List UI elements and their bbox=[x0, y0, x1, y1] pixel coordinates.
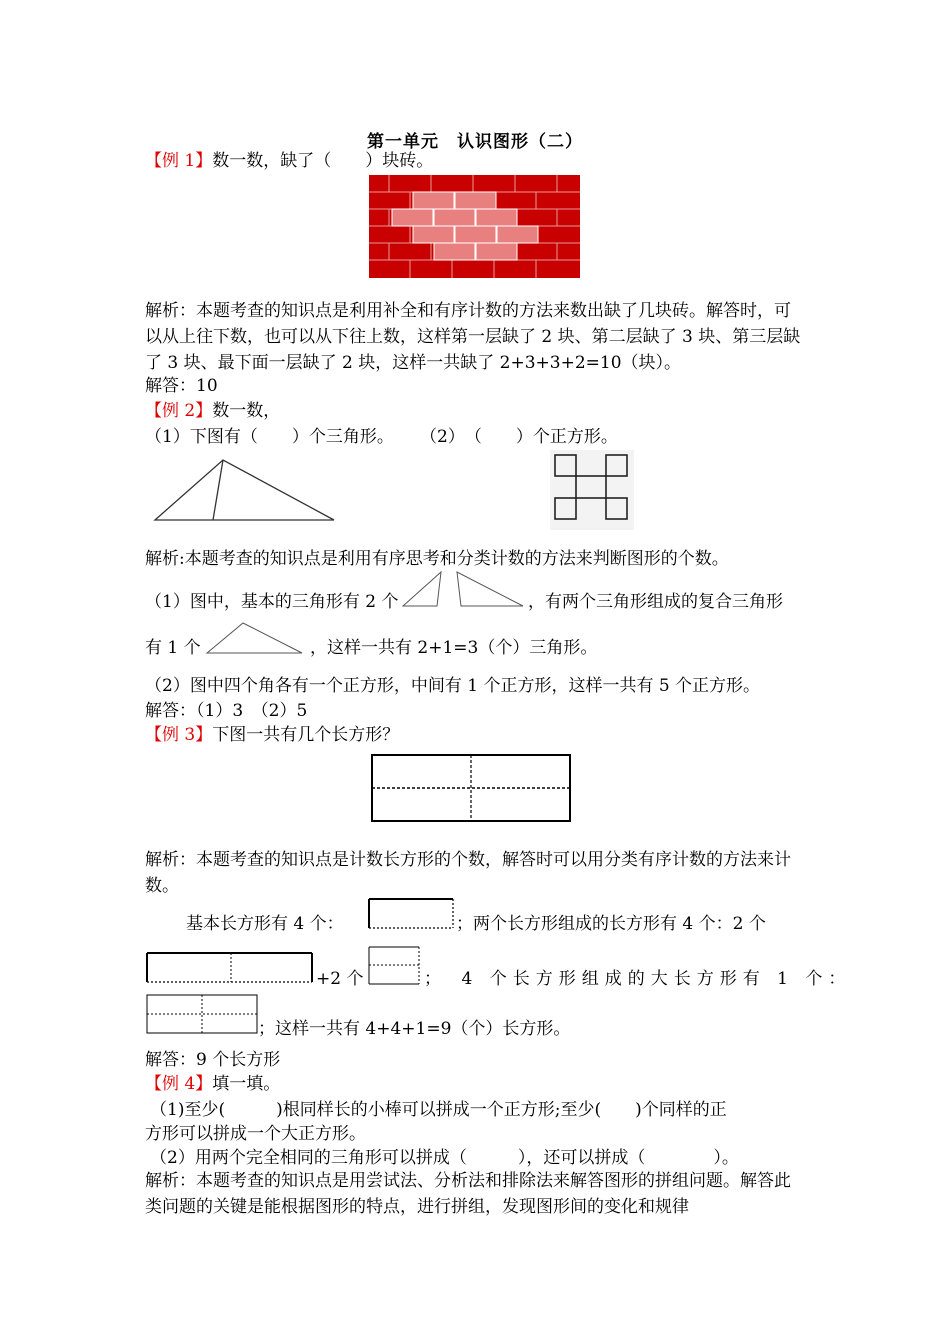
brick-wall-figure bbox=[369, 175, 585, 281]
ex2-part1b: ，有两个三角形组成的复合三角形 bbox=[528, 592, 783, 612]
two-rect-vertical-icon bbox=[367, 945, 423, 987]
ex3-four: ； 4 个长方形组成的大长方形有 1 个： bbox=[424, 969, 852, 989]
two-rect-horizontal-icon bbox=[145, 951, 315, 985]
ex2-question-line bbox=[145, 399, 280, 423]
ex2-answer: 解答：（1）3 （2）5 bbox=[145, 701, 308, 721]
ex3-two-a: ；两个长方形组成的长方形有 4 个：2 个 bbox=[456, 914, 766, 934]
squares-figure bbox=[550, 450, 634, 530]
ex4-tag: 【例 4】 bbox=[145, 1074, 213, 1094]
rectangle-figure bbox=[370, 753, 572, 823]
ex4-q1b: 方形可以拼成一个大正方形。 bbox=[145, 1124, 366, 1144]
ex4-analysis: 解析：本题考查的知识点是用尝试法、分析法和排除法来解答图形的拼组问题。解答此类问题的关键是能根据图形的特点，进行拼组，发现图形间的变化和规律 bbox=[145, 1171, 791, 1217]
ex3-question-line bbox=[145, 723, 399, 747]
ex1-question: 数一数，缺了（ ）块砖。 bbox=[212, 151, 434, 171]
ex2-analysis: 解析:本题考查的知识点是利用有序思考和分类计数的方法来判断图形的个数。 bbox=[145, 549, 729, 569]
ex4-q1a: （1)至少( )根同样长的小棒可以拼成一个正方形;至少( )个同样的正 bbox=[150, 1100, 727, 1120]
ex3-basic: 基本长方形有 4 个： bbox=[186, 914, 344, 934]
ex2-part1c: 有 1 个 bbox=[145, 638, 201, 658]
compound-triangle-icon bbox=[205, 619, 305, 657]
ex2-q2: （2） （ ）个正方形。 bbox=[420, 427, 618, 447]
ex3-answer: 解答：9 个长方形 bbox=[145, 1050, 281, 1070]
page-title: 第一单元 认识图形（二） bbox=[367, 132, 583, 152]
ex4-q2: （2）用两个完全相同的三角形可以拼成（ ），还可以拼成（ ）。 bbox=[150, 1148, 739, 1168]
ex3-analysis: 解析：本题考查的知识点是计数长方形的个数，解答时可以用分类有序计数的方法来计数。 bbox=[145, 850, 791, 896]
ex2-part2: （2）图中四个角各有一个正方形，中间有 1 个正方形，这样一共有 5 个正方形。 bbox=[145, 676, 761, 696]
ex1-tag: 【例 1】 bbox=[145, 151, 213, 171]
ex2-q1: （1）下图有（ ）个三角形。 bbox=[145, 427, 394, 447]
ex3-question: 下图一共有几个长方形？ bbox=[212, 725, 400, 745]
ex3-tag: 【例 3】 bbox=[145, 725, 213, 745]
ex3-plus2: +2 个 bbox=[316, 969, 364, 989]
ex1-question-line bbox=[145, 149, 433, 173]
big-rect-icon bbox=[145, 993, 259, 1035]
ex2-question: 数一数， bbox=[212, 401, 281, 421]
basic-rect-icon bbox=[367, 897, 457, 931]
ex2-part1a: （1）图中，基本的三角形有 2 个 bbox=[145, 592, 399, 612]
ex4-question-line bbox=[145, 1072, 280, 1096]
ex1-analysis: 解析：本题考查的知识点是利用补全和有序计数的方法来数出缺了几块砖。解答时，可以从上往下数，也可以从下往上数，这样第一层缺了 2 块、第二层缺了 3 块、第三层缺了 3 块、最下面一层缺了 2 块，这样一共缺了 2+3+3+2=10（块）。 bbox=[145, 301, 801, 373]
ex4-question: 填一填。 bbox=[212, 1074, 281, 1094]
ex1-answer: 解答：10 bbox=[145, 376, 218, 396]
basic-triangles-icon bbox=[401, 570, 527, 610]
ex3-total: ；这样一共有 4+4+1=9（个）长方形。 bbox=[258, 1019, 571, 1039]
ex2-tag: 【例 2】 bbox=[145, 401, 213, 421]
ex2-part1d: ，这样一共有 2+1=3（个）三角形。 bbox=[310, 638, 598, 658]
triangle-figure bbox=[153, 456, 338, 524]
